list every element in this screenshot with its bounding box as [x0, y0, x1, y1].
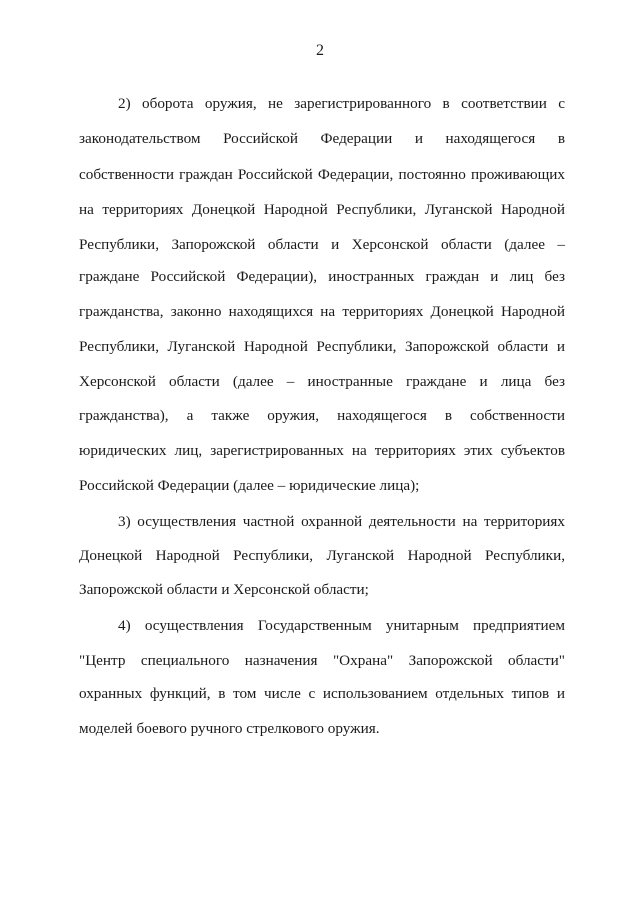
text-line: 4) осуществления Государственным унитарным предприятием — [118, 617, 565, 634]
text-line: "Центр специального назначения "Охрана" Запорожской области" — [79, 652, 565, 669]
text-line: Донецкой Народной Республики, Луганской Народной Республики, — [79, 547, 565, 564]
text-line: на территориях Донецкой Народной Республики, Луганской Народной — [79, 201, 565, 218]
text-line: Запорожской области и Херсонской области; — [79, 581, 369, 598]
text-line: Херсонской области (далее – иностранные граждане и лица без — [79, 373, 565, 390]
text-line: юридических лиц, зарегистрированных на территориях этих субъектов — [79, 442, 565, 459]
text-line: 3) осуществления частной охранной деятельности на территориях — [118, 513, 565, 530]
text-line: Республики, Запорожской области и Херсонской области (далее – — [79, 236, 565, 253]
page-number: 2 — [316, 42, 324, 59]
text-line: 2) оборота оружия, не зарегистрированного в соответствии с — [118, 95, 565, 112]
text-line: охранных функций, в том числе с использованием отдельных типов и — [79, 685, 565, 702]
text-line: моделей боевого ручного стрелкового оружия. — [79, 720, 380, 737]
text-line: гражданства, законно находящихся на территориях Донецкой Народной — [79, 303, 565, 320]
text-line: собственности граждан Российской Федерации, постоянно проживающих — [79, 166, 565, 183]
text-line: Российской Федерации (далее – юридические лица); — [79, 477, 420, 494]
text-line: законодательством Российской Федерации и находящегося в — [79, 130, 565, 147]
text-line: граждане Российской Федерации), иностранных граждан и лиц без — [79, 268, 565, 285]
text-line: гражданства), а также оружия, находящегося в собственности — [79, 407, 565, 424]
text-line: Республики, Луганской Народной Республики, Запорожской области и — [79, 338, 565, 355]
